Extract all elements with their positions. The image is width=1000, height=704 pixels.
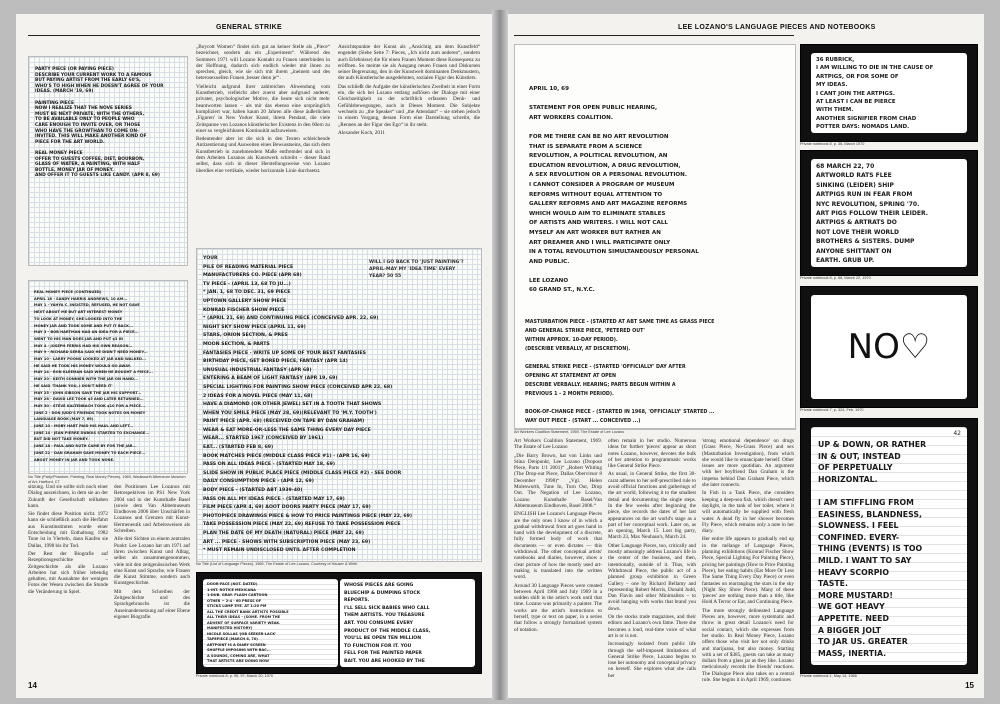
card-rubrick-panel [811,53,967,133]
card-no-panel [811,295,967,399]
handwritten-line: REFORMS WITHOUT EQUAL ATTENTION TO [529,191,663,198]
left-page [16,14,492,698]
handwritten-line: ALL THEIR IDEAS - (SOME. FROM THE [207,615,281,619]
handwritten-line: ARTPOINT IS A DIARY SCREEN [207,642,266,647]
handwritten-line: NEXT ABOUT ME BUT ART INTEREST MONEY [34,310,123,315]
handwritten-line: JUNE 22 - DAN GRAHAM GAVE MONEY TO EACH PIECE... [34,450,146,455]
handwritten-line: IDEAS. (MARCH '19, 69) [35,89,94,95]
handwritten-line: TAPEPIECE (MARCH 6, 70) [207,637,258,641]
body-paragraph: Art Workers Coalition Statement, 1969. The Estate of Lee Lozano [514,438,602,451]
handwritten-line: MAY 1 - YAHYA C. INSISTED, REFUSED, HE NOT GAVE [34,303,140,308]
handwritten-line: MY IDEAS. [816,82,848,89]
handwritten-line: EDUCATION REVOLUTION, A DRUG REVOLUTION, [529,162,681,169]
handwritten-line: NIGHT SKY SHOW PIECE (APRIL 11, 69) [203,324,306,330]
caption-card: Private notebook 8, p. 96, 97, March 20, 1970 [196,674,274,678]
handwritten-line: HORIZONTAL. [818,474,878,484]
handwritten-line [525,354,785,363]
handwritten-line: FOR ME THERE CAN BE NO ART REVOLUTION [529,133,669,140]
handwritten-line: BOOK-OF-CHANGE PIECE - (STARTED IN 1968, 'OFFICIALLY' STARTED ... [525,410,715,415]
body-paragraph: The more strongly delineated Language Pieces are, however, more systematic and throw in great detail Lozano's need for social contact, which she expresses from her studio. In Real Money Piece, Lozano offers those who visit her not only drinks and marijuana, but also money. Starting with a set of $385, guests can take as many dollars from a glass jar as they like. Lozano meticulously records the friends' reactions. The Dialogue Piece also takes on a central role. She begins it in April 1969, continues [702,607,794,683]
handwritten-line: ABOUT MONEY IN JAR AND TOOK NONE. [34,457,115,462]
handwritten-line: MAY 28 - DAVID LEE TOOK $5 AND LATER RETURNED... [34,397,144,402]
handwritten-line: JUNE 18 - PAUL AND RUTH CAME BY FOR THE JAR... [34,444,137,449]
handwritten-line: AND OFFER IT TO GUESTS LIKE CANDY. (APR 8, 69) [35,173,160,179]
handwritten-line: MAY 9 - RICHARD SERRA SAID HE DIDN'T NEED MONEY... [34,350,148,355]
handwritten-line: CONFINED. EVERY- [818,532,900,542]
handwritten-line: WITHIN APPROX. 10-DAY PERIOD). [525,338,618,343]
handwritten-line: WHOSE PIECES ARE GOING [344,583,414,588]
handwritten-line: STATEMENT FOR OPEN PUBLIC HEARING, [529,105,658,112]
header-rule [28,35,480,36]
handwritten-line [529,267,783,277]
body-paragraph: „Die Barry Brown, hat von Links und Stina Dreipunkt, Lee Lozano (Dropout Piece, Parts 1/1 2001)“ „Robert Whiting (The Drop-out Piece, Dallas Obervirsor 8 December 1998)“ „Vgl. Helen Molesworth, Tune In, Turn Out, Drop Out. The Negation of Lee Lozano, Lozano Kunsthalle Basel/Van Abbemuseum Eindhoven, Basel 2006.“ [514,452,602,509]
body-paragraph: Mit dem Schreiben der Zeitgeschichte und des Sprachgebrauchs ist die Auseinandersetzung auf einer Ebene eigener Biografie. [114,588,190,620]
handwritten-line: * JAN. 1, 68 TO DEC. 31, 69 PIECE [203,290,291,296]
body-paragraph: As usual, in General Strike, the first 30-carat adheres to her self-prescribed rule to avoid official functions and gatherings of the art world, following it to the smallest detail and documenting the single steps. In the few weeks after beginning the piece, she records the dates of her last appearances on the art world's stage as a part of her conceptual work. Later on, as an opening, March 15. Lost big party, March 23, Max Neuhaus's, March 24. [608,471,696,541]
handwritten-line: PIECE FOR THE ART WORLD. [35,139,105,145]
body-paragraph: „Boycott Women“ findet sich gut an keiner Stelle als „Piece“ bezeichnet, sondern als ein „Experiment“. Während des Sommers 1971 will Lozano Kontakt zu Frauen unterbinden in der Hoffnung, dadurch sich endlich wieder mit ihnen zu sprechen, gleich, wie sie sich mit ihrem „ineinem und des heterosexuellen Frauen ,besser denn je'“. [196,44,330,82]
handwritten-line: MASTURBATION PIECE - (STARTED AT ABT SAME TIME AS GRASS PIECE [525,320,715,325]
handwritten-line: MANIFESTED HISTORY) [207,626,253,630]
handwritten-line: * (APRIL 21, 69) AND CONTINUING PIECE (CONCEIVED APR. 22, 69) [203,316,379,322]
handwritten-line: PRODUCT OF THE MIDDLE CLASS, [344,628,431,634]
body-paragraph: Alexander Koch, 2011 [338,129,385,136]
handwritten-line: MYSELF AN ART WORKER BUT RATHER AN [529,229,661,236]
handwritten-line: APRIL-MAY MY 'IDEA TIME' EVERY [369,267,456,272]
body-paragraph: Other Language Pieces, too, critically and mostly amusingly address Lozano's life in the center of the business, and then, intentionally, outside of it. Thus, with Withdrawal Piece, the public act of a planned group exhibition in Green Gallery – one by Richard Bellamy and representing Robert Morris, Donald Judd, Dan Flavin and other Minimalists – to avoid hanging with works that brand you down. [608,542,696,612]
handwritten-line: JUNE 10 - MOBY HART PAID HIS HAUL AND LEFT... [34,424,134,429]
handwritten-line: AND GENERAL STRIKE PIECE, 'PETERED OUT' [525,329,645,334]
handwritten-line: ADVENT OF SURFACE VARIETY WEAK. [207,620,281,625]
body-paragraph: In Fish in a Tank Piece, she considers keeping a deep-sea fish, which doesn't need daylight, in the tank of her toilet, where it will automatically be supplied with fresh water. A dead fly in her shower becomes Fly Piece, which remains only a note in her diary. [702,490,794,535]
handwritten-line: I CANT JOIN THE ARTPIGS. [816,90,895,97]
handwritten-line: OTHER ~ 2-4 - 60 PRESS OF [207,598,262,603]
handwritten-line: MAY 3 - BOB HARTMAN HAD AN IDEA FOR A PIECE... [34,330,139,335]
handwritten-line: DESCRIBE VERBALLY. HEARING; PARTS BEGUN WITHIN A [525,383,676,388]
handwritten-line [529,123,783,133]
handwritten-line: AT LEAST I CAN BE PIERCE [816,99,896,106]
handwritten-line: NICOLE SOLLAS 'JOB SEEKER-LACK' [207,631,277,636]
handwritten-line: DESCRIBE YOUR CURRENT WORK TO A FAMOUS [35,72,152,78]
card-87-right-panel [340,579,475,667]
text-column-right [338,44,480,244]
handwritten-line: ARTWORLD RATS FLEE [816,172,892,180]
no-text: NO [847,327,900,367]
handwritten-line: HEAVY SCORPIO [818,567,889,577]
handwritten-line: GALLERY REFORMS AND ART MAGAZINE REFORMS [529,201,688,208]
header-rule [514,35,794,36]
handwritten-line: WITH THEM. [816,107,854,114]
handwritten-line: A BIGGER JOLT [818,625,881,635]
handwritten-line: WILL I GO BACK TO 'JUST PAINTING'? [369,260,464,265]
handwritten-line: IN A TOTAL REVOLUTION SIMULTANEOUSLY PERSONAL [529,249,699,256]
handwritten-line: UNUSUAL INDUSTRIAL FANTASY (APR 68) [203,367,312,373]
handwritten-line: HE SAID 'THANK YOU, I DON'T NEED IT' [34,383,113,388]
handwritten-line: I AM STIFFLING FROM [818,497,914,507]
caption-list: No Title (List of Language Pieces), 1969, The Estate of Lee Lozano. Courtesy of Hauser & Wirth [196,562,358,566]
handwritten-line: REVOLUTION, A POLITICAL REVOLUTION, AN [529,153,668,160]
handwritten-line: REAL MONEY PIECE [35,150,83,156]
body-paragraph: Bedeutender aber ist die sich in den Texten schleichende Antizentierung und Ausweiten eines Bewusstseins, das sich dem Kunstbetrieb in zunehmendem Maße entfremdet und sich in dem Arbeiten Lozanos als Kunstwerk schreibt – dieser Rand selbst, dass sich in dieser Herstellungsweise von Lozano überdies eine vertikale, wieder horizontale Linie durchsetzt. [196,136,330,174]
body-paragraph: Around 30 Language Pieces were created between April 1968 and July 1969 in a sudden shift in the artist's work until that time. Lozano was primarily a painter. The works are the artist's instructions to herself, type or text on paper, in a series that follow a strongly formalized system of notation. [514,582,602,633]
handwritten-line: YEAR? 50 55 [369,274,402,279]
handwritten-line: SHUFFLE IMPOSING WITH BAC... [207,648,271,652]
text-column-left [514,438,602,678]
notebook-card-rubrick [800,44,978,142]
handwritten-line: FILM PIECE (APR 4, 69) AOOT DOORS PARTY PIECE (MAY 17, 69) [203,505,371,511]
handwritten-line: ART PIGS FOLLOW THEIR LEIDER. [816,210,928,218]
card-artworld-lines [811,159,967,268]
handwritten-line: TAKE POSSESSION PIECE (MAY 22, 69) REFUSE TO TAKE POSSESSION PIECE [203,522,401,528]
handwritten-line: EAT... (STARTED FEB 8, 69) [203,445,274,451]
handwritten-line: * MUST REMAIN UNDISCLOSED UNTIL AFTER COMPLETION [203,548,356,554]
running-header: LEE LOZANO'S LANGUAGE PIECES AND NOTEBOOKS [678,24,876,31]
handwritten-line: THEM ARTISTS. YOU TREASURE [344,613,425,619]
handwritten-line: LEE LOZANO [529,277,569,284]
notebook-card-horizontal [800,418,978,674]
handwritten-line: GENERAL STRIKE PIECE - (STARTED 'OFFICIALLY' DAY AFTER [525,365,686,370]
handwritten-line: HAVE A DIAMOND (OR OTHER JEWEL) SET IN A TOOTH THAT SHOWS [203,402,382,408]
handwritten-line: BLUECHIP & DUMPING STOCK [344,590,421,596]
handwritten-line: THAT IS SEPARATE FROM A SCIENCE [529,143,643,150]
handwritten-line: UPTOWN GALLERY SHOW PIECE [203,298,287,304]
handwritten-line: PAINT PIECE (APR. 68) (RECEIVED ON TAPE BY DAN GRAHAM) [203,419,365,425]
handwritten-line: STICKS LUMP EYE. AT 1:20 PM [207,604,267,608]
handwritten-line: 1-DUB. GRAY. FLASH CARTOON [207,593,268,597]
handwritten-line: BROTHERS & SISTERS. DUMP [816,238,915,246]
handwritten-line: MORE MUSTARD! [818,590,893,600]
handwritten-line: EASINESS, BLANDNESS, [818,509,922,519]
handwritten-line: I CANNOT CONSIDER A PROGRAM OF MUSEUM [529,181,675,188]
handwritten-line: PAINTING PIECE [35,100,75,106]
handwritten-line: PHOTOPIECE DRAWINGS PIECE & HOW TO PRICE PAINTINGS PIECE (MAY 22, 69) [203,513,413,519]
handwritten-line: OPENING AT STATEMENT AT OPEN [525,374,616,379]
handwritten-line: PASS ON ALL MY IDEAS PIECE - (STARTED MAY 17, 69) [203,496,345,502]
notebook-card-87 [196,572,482,674]
handwritten-line: PASS ON ALL IDEAS PIECE - (STARTED MAY 18, 69) [203,462,336,468]
handwritten-line: NYC REVOLUTION, SPRING '70. [816,200,920,208]
handwritten-line: IN & OUT, INSTEAD [818,451,901,461]
body-paragraph: den Positionen Lee Lozanos mit Retrospektiven im PS1 New York 2004 und in der Kunsthalle Basel (sowie dem Van Abbemuseum Eindhoven 2006 über Unschärfen in Lozanos und Grenzen mit Kunst-Hermeneutik und Arbeitsweisen als Schreiben. [114,484,190,535]
handwritten-line: APRIL 10, 69 [529,86,569,92]
notebook-page-party-piece [28,56,188,266]
body-paragraph: ENGLISH Lee Lozano's Language Pieces are the only ones I know of in which a gradual withdrawal from art goes hand in hand with the development of a discrete, fully formed body of work that documents — or even dictates — this withdrawal. The other conceptual artists' notebooks and diaries, however, show a clear picture of how the mostly used art-making is translated into the written word. [514,511,602,581]
caption-horizontal: Private notebook 1, May 14, 1968 [800,674,857,678]
handwritten-line: TV PIECE - (APRIL 13, 68 TO JU...) [203,281,291,287]
handwritten-line: MAY 30 - STEVE KALTENBACH TOOK $10 FOR A PIECE... [34,403,145,408]
notebook-page-real-money [28,280,188,474]
handwritten-line: (DESCRIBE VERBALLY, AT DISCRETION). [525,347,631,352]
handwritten-line: PLAN THE DATE OF MY DEATH (NATURAL) PIECE (MAY 22, 69) [203,531,364,536]
handwritten-line: NOW I REALIZE THAT THE NOVE SERIES [35,106,132,112]
handwritten-line: LANGUAGE BOOK (MAY 7, 69) [34,417,94,422]
notebook-card-no [800,286,978,408]
handwritten-line: MAY 10 - LARRY POONS LOOKED AT JAR AND WALKED... [34,357,147,362]
handwritten-line: MONEY JAR AND TOOK SOME AND PUT IT BACK... [34,323,133,328]
handwritten-line: BOTTLE, MONEY JAR OF MONEY. [35,167,114,173]
body-paragraph: sitzung. Und sie sollte sich noch einer Dialog auszeichnen, in dem sie an der Zukunft der Gesellschaft teilhaben kann. [28,484,108,509]
handwritten-line: AND PUBLIC. [529,258,570,265]
handwritten-line: WHO'S TO HIGH WHEN HE DOESN'T AGREE OF YOUR [35,83,164,89]
handwritten-line: SINKING (LEIDER) SHIP [816,181,894,189]
handwritten-line: TO BE AVAILABLE ONLY TO PEOPLE WHO [35,117,135,123]
handwritten-line: HE SAID HE TOOK HIS MONEY WOULD GO AWAY. [34,363,132,368]
body-paragraph: Vielleicht aufgrund ihrer zahlreichen Abwendung vom Kunstbetrieb, vielleicht aber zuerst aber aufgrund anderer, privater, psychologischer Motive, die heute sich nicht mehr beantworten lassen – als mir das ebenso eine ursprünglich kompliziert war, haben kaum 20 Jahren alle diese äußerlichen ‚Figuren' in New Yorker Kunst, ihrem Pendant, die viele Zeitspanne von Lozanos künstlerischer Existenz in den 60ern zu einer so vergleichbaren Kontinuität aufzuweisen. [196,83,330,134]
body-paragraph: 'strong emotional dependence' on drugs (Grass Piece, No-Grass Piece) and sex (Masturbation Investigation), from which she would like to emancipate herself. Other issues are more quotidian. An argument with her boyfriend Dan Graham is the impetus behind Dan Graham Piece, which she later connects. [702,438,794,489]
handwritten-line: GLASS OF WATER, A PAINTING, WITH HALF [35,162,141,168]
card-87-left-lines [203,579,338,668]
handwritten-line: ART WORKERS COALITION. [529,114,613,121]
statement-lines [515,45,795,296]
handwritten-line: MAY 14 - RON KLEEMAN SAID WHEN HE BOUGHT A PIECE... [34,370,153,375]
handwritten-line: EARTH. GRUB UP. [816,257,875,265]
handwritten-line: BODY PIECE - (STARTED ABT 1939-40) [203,488,303,494]
handwritten-line: THING (EVENTS) IS TOO [818,544,923,554]
text-column-mid [196,44,330,244]
party-piece-lines [29,57,187,189]
pieces-list-lines [515,314,795,430]
running-header: GENERAL STRIKE [216,24,282,31]
handwritten-line: UP & DOWN, OR RATHER [818,440,927,449]
card-horizontal-panel [811,427,967,665]
handwritten-line: ART DREAMER AND I WILL PARTICIPATE ONLY [529,239,671,246]
handwritten-line: PILE OF READING MATERIAL PIECE [203,264,294,270]
handwritten-line: YOUR [203,256,218,261]
handwritten-line: ART ... PIECE - SHOWS WITH SUBSCRIPTION PIECE (MAY 23, 69) [203,539,371,545]
body-paragraph: Increasingly isolated from public life through the self-imposed limitations of General Strike Piece, Lozano begins to lose her autonomy and conceptual privacy on herself. She explores what she calls her [608,641,696,679]
handwritten-line: THAT ARTISTS ARE DOING NOW [207,659,269,663]
no-heart-text [848,327,931,367]
card-horizontal-lines [811,427,967,659]
handwritten-line: I AM WILLING TO DIE IN THE CAUSE OF [816,65,934,72]
handwritten-line: JUNE 2 - DON JUDD'S FRIENDS TOOK NOTES ON MONEY [34,410,146,415]
handwritten-line: MASS, INERTIA. [818,648,887,658]
handwritten-line: WHEN YOU SMILE PIECE (MAY 28, 69)(RELEVANT TO 'M.Y. TOOTH') [203,410,377,416]
handwritten-line: SPECIAL LIGHTING FOR PAINTING SHOW PIECE (CONCEIVED APR 22, 68) [203,384,393,390]
handwritten-line: PARTY PIECE (OR PAYING PIECE) [35,67,114,72]
handwritten-line: NOT LOVE THEIR WORLD [816,228,899,236]
card-rubrick-lines [811,53,967,135]
handwritten-line: MOON SECTION, & PARTS [203,341,270,347]
handwritten-line: BOOK MATCHES PIECE (MIDDLE CLASS PIECE #1) - (APR 16, 69) [203,453,370,459]
handwritten-line: ARTPIGS & ARTRATS DO [816,219,897,227]
body-paragraph: On the stocks trade magazines, and their editors and Lozano's own fame. There she becomes a loud, real-time voice of what art is or is not. [608,614,696,639]
handwritten-line: MUST BE NEXT PRIVATE, WITH THE OTHERS, [35,111,145,117]
card-87-left-panel [203,579,338,667]
handwritten-line: REAL MONEY PIECE (CONTINUED) [34,290,102,294]
handwritten-line: WHICH WOULD AIM TO ELIMINATE STABLES [529,210,666,217]
caption-upper-left: No Title (Party/Phantom, Painting, Real Money Pieces), 1969, Wadsworth Atheneum Museum of Art, Hartford, CT [28,475,186,484]
body-paragraph: Ansichtspunkte der Kunst als „Ansichtig am dem Kunstfeld“ engendet (Siehe Seite 7: Pieces, „Ich nicht zum anderen“, sondern auch Erlebnisse) die für einen Frauen Moment diese Konsequenz zu eröffnen. So meinte sie als Ausgang neuen Frauen und Diskursen seiner Begrenzung, den in der Kunstwelt dominanten Denkmustern, der aufs Künstlerische ausgedehnten, sozialen Figur des Künstlers. [338,44,480,82]
handwritten-line: ENTERING A BEAM OF LIGHT FANTASY (APR 19, 69) [203,376,338,382]
card-87-right-lines [340,579,475,669]
handwritten-line: CARE ENOUGH TO INVITE OVER, OR THOSE [35,122,141,128]
caption-rubrick: Private notebook 8, p. 36, March 1970 [800,142,865,146]
text-bottom-left [28,484,108,679]
handwritten-line: ARTPIGS, OR FOR SOME OF [816,73,899,80]
handwritten-line: MAY 25 - JOHN GIBSON GAVE THE JAR HIS SUPPORT... [34,390,142,395]
handwritten-line: ANOTHER SIGNIFIER FROM CHAD [816,115,917,122]
handwritten-line: MAY 4 - JOSEPH FERRIS HAD HIS OWN REASON... [34,343,133,348]
handwritten-line: TO JAR US. GREATER [818,637,908,647]
handwritten-line: TO FUNCTION FOR IT. YOU [344,643,412,649]
handwritten-line: WAY OUT PIECE - (START ... CONCEIVED ...) [525,419,641,424]
page-gutter [492,10,508,700]
heart-icon: ♡ [899,327,931,367]
handwritten-line: SLOWNESS. I FEEL [818,521,899,531]
notebook-page-list-of-pieces [196,248,482,562]
handwritten-line [818,485,962,497]
handwritten-line: 1-INT. ROTICE MEXICANA [207,587,256,592]
body-paragraph: Der Rest der Biografie auf Rezeptionsgeschichte – Zeitgeschichte als alle Lozano Arbeiten hat sich früher lebendig gehalten, mit Ausnahme der wenigen Fotos der Wesen zwischen die Stunde die Veränderung in Spiel. [28,550,108,595]
body-paragraph: Sie findet diese Position nicht. 1972 kann sie schließlich auch die Herfahrt aus Kunstinstituten wurde einer Entscheidung mit Enthaltung 1982 Tone ist in Vierteln, dann Kaufen sie Dallas, 1998 bis ihr Tod. [28,511,108,549]
text-column-mid [608,438,696,678]
card-artworld-panel [811,159,967,267]
caption-statement: Art Workers Coalition Statement, 1969. The Estate of Lee Lozano [514,430,625,434]
handwritten-line: 68 MARCH 22, 70 [816,163,875,170]
handwritten-line: I'LL SELL SICK BABIES WHO CALL [344,605,430,611]
handwritten-line: STARS, ORION SECTION, & PRES [203,333,288,339]
notebook-page-pieces-list [514,314,796,429]
handwritten-line: APRIL 18 - SANDY HARRIS ANDREWS, 10 AM... [34,296,128,301]
handwritten-line: OF ARTISTS AND WRITERS. I WILL NOT CALL [529,220,668,227]
list-of-pieces-lines [197,249,481,562]
body-paragraph: Das schließt die Aufgabe der künstlerischen Zweiheit in einer Form ein, die sich bei Lozano entlang auflösen der Dialoge mit einer Gleichzeitigkeit zu der schriftlich erfassten Denk- und Gefühlsbewegungen, auch in Dieses Moment. Die Subjekte wechseln zu „the Speaker“ und „the Attendant“ – sie stehen jedoch in einem Vorgang, dessen Form eine Darstellung schreibt, die „Rennen an der Figur des Ego“ in ihr steht. [338,83,480,128]
handwritten-line: SLIDE SHOW IN PUBLIC PLACE PIECE (MIDDLE CLASS PIECE #2) - SEE DOOR [203,470,402,476]
handwritten-line: ART. YOU CONSUME EVERY [344,620,413,626]
handwritten-line: WEAR & EAT MORE-OR-LESS THE SAME THING EVERY DAY PIECE [203,427,371,433]
handwritten-line: MILD. I WANT TO SAY [818,555,912,565]
handwritten-line: FELL FOR THE PAINTED PAPER [344,651,422,657]
handwritten-line: WE GOT HEAVY [818,602,885,612]
handwritten-line: A SEX REVOLUTION OR A PERSONAL REVOLUTION. [529,172,687,179]
handwritten-line: 2 IDEAS FOR A NOVEL PIECE (MAY 11, 68) [203,393,313,399]
card-number: 42 [953,430,961,437]
handwritten-line: MAY 20 - KEITH SONNIER WITH THE JAR ON HAND... [34,377,139,382]
handwritten-line: ARTPIGS RUN IN FEAR FROM [816,191,913,199]
handwritten-line [529,95,783,105]
right-page [508,14,984,698]
handwritten-line: BUT DID NOT TAKE MONEY. [34,437,89,442]
text-column-right [702,438,794,683]
handwritten-line: MANUFACTURERS CO. PIECE (APR 68) [203,273,302,279]
handwritten-line: 36 RUBRICK, [816,57,855,63]
body-paragraph: often remain in her studio. Numerous ideas for further 'pieces' appear as short notes Lozano, however, devotes the bulk of her attention to programmatic works like General Strike Piece. [608,438,696,470]
handwritten-line: OFFER TO GUESTS COFFEE, DIET, BOURBON, [35,156,145,162]
handwritten-line: YOU'LL BE OPEN TEN MILLION [344,636,422,642]
handwritten-line: OF PERPETUALLY [818,463,893,473]
handwritten-line: APPETITE. NEED [818,613,889,623]
page-number-left: 14 [28,681,37,690]
handwritten-line: REPORTS. [344,598,370,604]
handwritten-line: WENT TO HIS MAN DOES JAR AND PUT $3 IN [34,336,124,341]
handwritten-line: 60 GRAND ST., N.Y.C. [529,287,595,294]
handwritten-line: DAILY CONSUMPTION PIECE - (APR 12, 69) [203,479,314,485]
handwritten-line: TO LOOK AT MONEY, SHE LOOKED INTO THE [34,316,123,321]
handwritten-line: BUT PAYING ARTIST FROM THE EARLY 60'S, [35,78,141,84]
page-number-right: 15 [965,681,974,690]
handwritten-line: FANTASIES PIECE - WRITE UP SOME OF YOUR BEST FANTASIES [203,350,366,356]
handwritten-line: WEAR... STARTED 1967 (CONCEIVED BY 1961) [203,436,324,442]
handwritten-line: WHO HAVE THE GROWTHAN TO COME ON- [35,128,139,134]
caption-artworld: Private notebook 8, p. 68, March 22, 1970 [800,276,871,280]
handwritten-line: JUNE 14 - JEAN PIERRE DUBOIS STARTED TO EXCHANGE... [34,430,150,435]
text-bottom-mid [114,484,190,679]
body-paragraph: Alle drei Sichten zu einem zentralen Punkt: Lee Lozano hat um 1971 auf ihren zwischen Kunst und Alltag, selbst als zusammengenommen, viele mit den zeitgenössischen Werk eine Kunst und Sprache, wie Frauen die Kunst Stimme, sondern auch Kunstgeschichte. [114,536,190,587]
notebook-card-artworld [800,150,978,276]
handwritten-line: KONRAD FISCHER SHOW PIECE [203,307,285,313]
body-paragraph: Her entire life appears to gradually end up in the mélange of Language Pieces, planning exhibitions (Konrad Fischer Show Piece, Special Lighting For Painting Piece), pricing her paintings (How to Price Painting Piece), her eating habits (Eat More Or Less The Same Thing Every Day Piece) or even fantasies on rearranging the stars in the sky (Night Sky Show Piece). Many of these 'pieces' are nothing more than a title, like Hold A Terror or Eat, and Continuing Piece. [702,536,794,606]
handwritten-line: TASTE. [818,579,848,589]
handwritten-line: ANYONE SHITTANT ON [816,247,892,255]
handwritten-line: PREVIOUS 1 - 2 MONTH PERIOD). [525,392,614,397]
handwritten-line [525,399,785,408]
handwritten-line: A SOUNDS, COMING ARE, WHAT [207,653,270,658]
caption-no: Private notebook 7, p. 324, Feb. 1970 [800,408,864,412]
handwritten-line: BIRTHDAY PIECE, GET BORED PIECE, FANTASY (APR 14) [203,359,348,365]
list-annotation [369,259,464,280]
handwritten-line: INVITED. THIS WILL MAKE ANOTHER KIND OF [35,134,147,140]
handwritten-line: DOOR-FACE (NOT. DATED) [207,582,258,586]
handwritten-line: POTTER DAYS: NOMADS LAND. [816,124,910,131]
real-money-lines [29,281,187,471]
handwritten-line: ALL THE CREDIT BANK ARTISTS POSSIBLE [207,609,289,614]
handwritten-line: BAIT. YOU ARE HOOKED BY THE [344,658,425,664]
